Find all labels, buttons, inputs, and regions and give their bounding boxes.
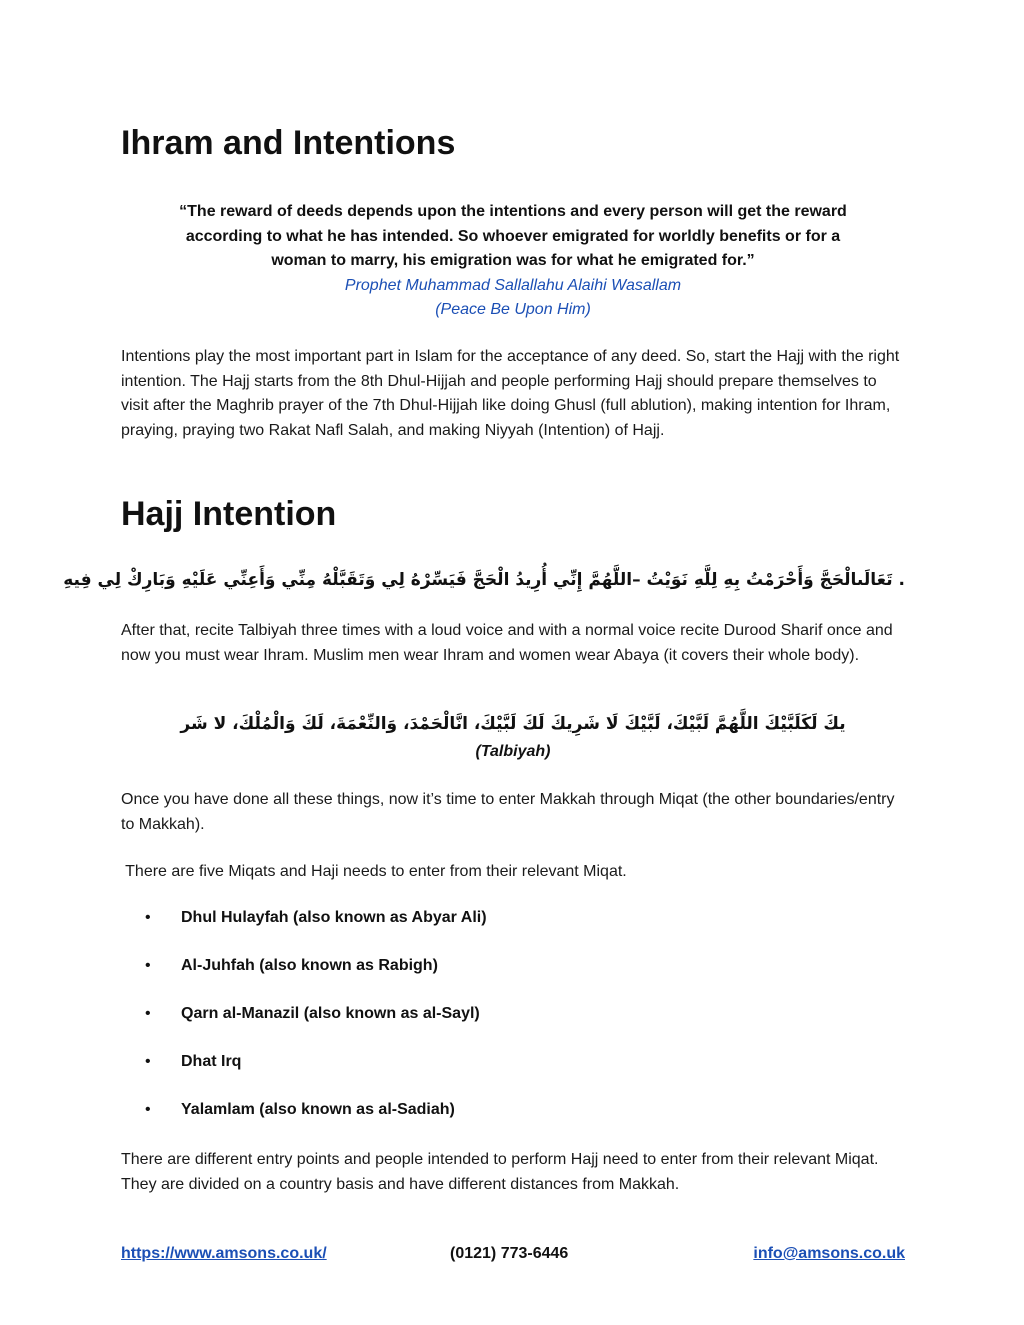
list-item (121, 906, 487, 954)
quote-attribution-honorific: (Peace Be Upon Him) (435, 301, 591, 318)
bullet-icon: • (145, 1005, 151, 1022)
miqat-name: Dhul Hulayfah (also known as Abyar Ali) (181, 909, 487, 926)
bullet-icon: • (145, 957, 151, 974)
page-footer (121, 1242, 905, 1266)
entry-points-paragraph: There are different entry points and people intended to perform Hajj need to enter from their relevant Miqat. They are divided on a country basis and have different distances from Makkah. (121, 1151, 879, 1193)
arabic-talbiyah-text: يكَ لَكَلَبَّيْكَ اللَّهُمَّ لَبَّيْكَ، لَبَّيْكَ لَا شَرِيكَ لَكَ لَبَّيْكَ، انَّالْحَمْدَ، وَالنِّعْمَةَ، لَكَ وَالْمُلْكَ، لا شَر (180, 714, 846, 734)
heading-hajj-intention: Hajj Intention (121, 495, 337, 533)
heading-ihram-and-intentions: Ihram and Intentions (121, 124, 456, 162)
phone-number: (0121) 773-6446 (450, 1245, 569, 1262)
miqat-paragraph: Once you have done all these things, now it’s time to enter Makkah through Miqat (the other boundaries/entry to Makkah). (121, 791, 895, 833)
list-item (121, 1050, 487, 1098)
miqat-name: Qarn al-Manazil (also known as al-Sayl) (181, 1005, 480, 1022)
intentions-paragraph: Intentions play the most important part in Islam for the acceptance of any deed. So, start the Hajj with the right intention. The Hajj starts from the 8th Dhul-Hijjah and people performing Hajj should prepare themselves to visit after the Maghrib prayer of the 7th Dhul-Hijjah like doing Ghusl (full ablution), making intention for Ihram, praying, praying two Rakat Nafl Salah, and making Niyyah (Intention) of Hajj. (121, 348, 900, 439)
miqat-name: Yalamlam (also known as al-Sadiah) (181, 1101, 455, 1118)
talbiyah-intro-paragraph: After that, recite Talbiyah three times with a loud voice and with a normal voice recite Durood Sharif once and now you must wear Ihram. Muslim men wear Ihram and women wear Abaya (it covers their whole body). (121, 622, 893, 664)
five-miqats-paragraph: There are five Miqats and Haji needs to enter from their relevant Miqat. (121, 863, 627, 880)
bullet-icon: • (145, 1053, 151, 1070)
miqat-list (121, 906, 487, 1146)
miqat-name: Dhat Irq (181, 1053, 242, 1070)
hadith-quote (121, 200, 905, 323)
quote-attribution-name: Prophet Muhammad Sallallahu Alaihi Wasallam (344, 276, 682, 294)
list-item (121, 1098, 487, 1146)
bullet-icon: • (145, 1101, 151, 1118)
talbiyah-caption: (Talbiyah) (475, 743, 551, 760)
quote-line-2: according to what he has intended. So whoever emigrated for worldly benefits or for a (185, 227, 841, 245)
quote-line-3: woman to marry, his emigration was for what he emigrated for.” (271, 252, 755, 269)
document-page (63, 0, 905, 1325)
website-link[interactable]: https://www.amsons.co.uk/ (121, 1245, 327, 1262)
quote-line-1: “The reward of deeds depends upon the intentions and every person will get the reward (179, 203, 847, 220)
miqat-name: Al-Juhfah (also known as Rabigh) (181, 957, 438, 974)
arabic-intention-text: . تَعَالَىالْحَجَّ وَأَحْرَمْتُ بِهِ لِلَّهِ نَوَيْتُ –اللَّهُمَّ إِنِّي أُرِيدُ الْحَجَّ فَيَسِّرْهُ لِي وَتَقَبَّلْهُ مِنِّي وَأَعِنِّي عَلَيْهِ وَبَارِكْ لِي فِيهِ (63, 570, 905, 590)
email-link[interactable]: info@amsons.co.uk (753, 1245, 905, 1262)
bullet-icon: • (145, 909, 151, 926)
list-item (121, 1002, 487, 1050)
list-item (121, 954, 487, 1002)
